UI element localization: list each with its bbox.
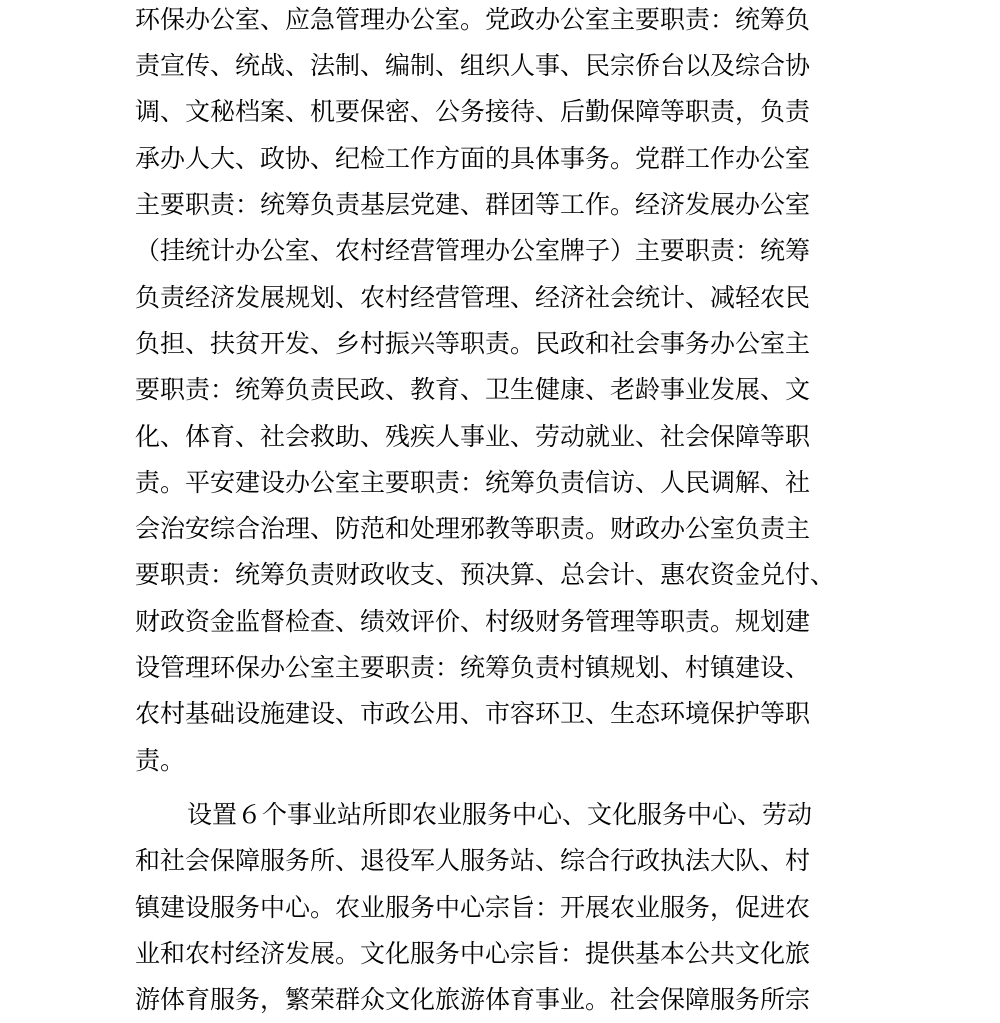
- text-line: 设管理环保办公室主要职责：统筹负责村镇规划、村镇建设、: [135, 653, 811, 682]
- text-line: 财政资金监督检查、绩效评价、村级财务管理等职责。规划建: [135, 607, 811, 636]
- text-line: 农村基础设施建设、市政公用、市容环卫、生态环境保护等职: [135, 699, 811, 728]
- text-line: 负责经济发展规划、农村经营管理、经济社会统计、减轻农民: [135, 283, 811, 312]
- text-line: （挂统计办公室、农村经营管理办公室牌子）主要职责：统筹: [135, 236, 811, 265]
- text-line: 和社会保障服务所、退役军人服务站、综合行政执法大队、村: [135, 846, 811, 875]
- paragraph-first-line: 设置６个事业站所即农业服务中心、文化服务中心、劳动: [187, 800, 813, 829]
- text-line: 环保办公室、应急管理办公室。党政办公室主要职责：统筹负: [135, 5, 811, 34]
- text-line: 要职责：统筹负责民政、教育、卫生健康、老龄事业发展、文: [135, 375, 811, 404]
- text-line: 承办人大、政协、纪检工作方面的具体事务。党群工作办公室: [135, 144, 811, 173]
- text-line: 要职责：统筹负责财政收支、预决算、总会计、惠农资金兑付、: [135, 560, 836, 589]
- text-line: 会治安综合治理、防范和处理邪教等职责。财政办公室负责主: [135, 514, 811, 543]
- text-line: 主要职责：统筹负责基层党建、群团等工作。经济发展办公室: [135, 190, 811, 219]
- text-line: 责宣传、统战、法制、编制、组织人事、民宗侨台以及综合协: [135, 51, 811, 80]
- text-line: 业和农村经济发展。文化服务中心宗旨：提供基本公共文化旅: [135, 939, 811, 968]
- text-line: 镇建设服务中心。农业服务中心宗旨：开展农业服务，促进农: [135, 893, 811, 922]
- text-line: 负担、扶贫开发、乡村振兴等职责。民政和社会事务办公室主: [135, 329, 811, 358]
- text-line: 责。: [135, 746, 186, 775]
- text-line: 调、文秘档案、机要保密、公务接待、后勤保障等职责，负责: [135, 97, 811, 126]
- text-line: 化、体育、社会救助、残疾人事业、劳动就业、社会保障等职: [135, 422, 811, 451]
- text-line: 游体育服务，繁荣群众文化旅游体育事业。社会保障服务所宗: [135, 985, 811, 1014]
- text-line: 责。平安建设办公室主要职责：统筹负责信访、人民调解、社: [135, 468, 811, 497]
